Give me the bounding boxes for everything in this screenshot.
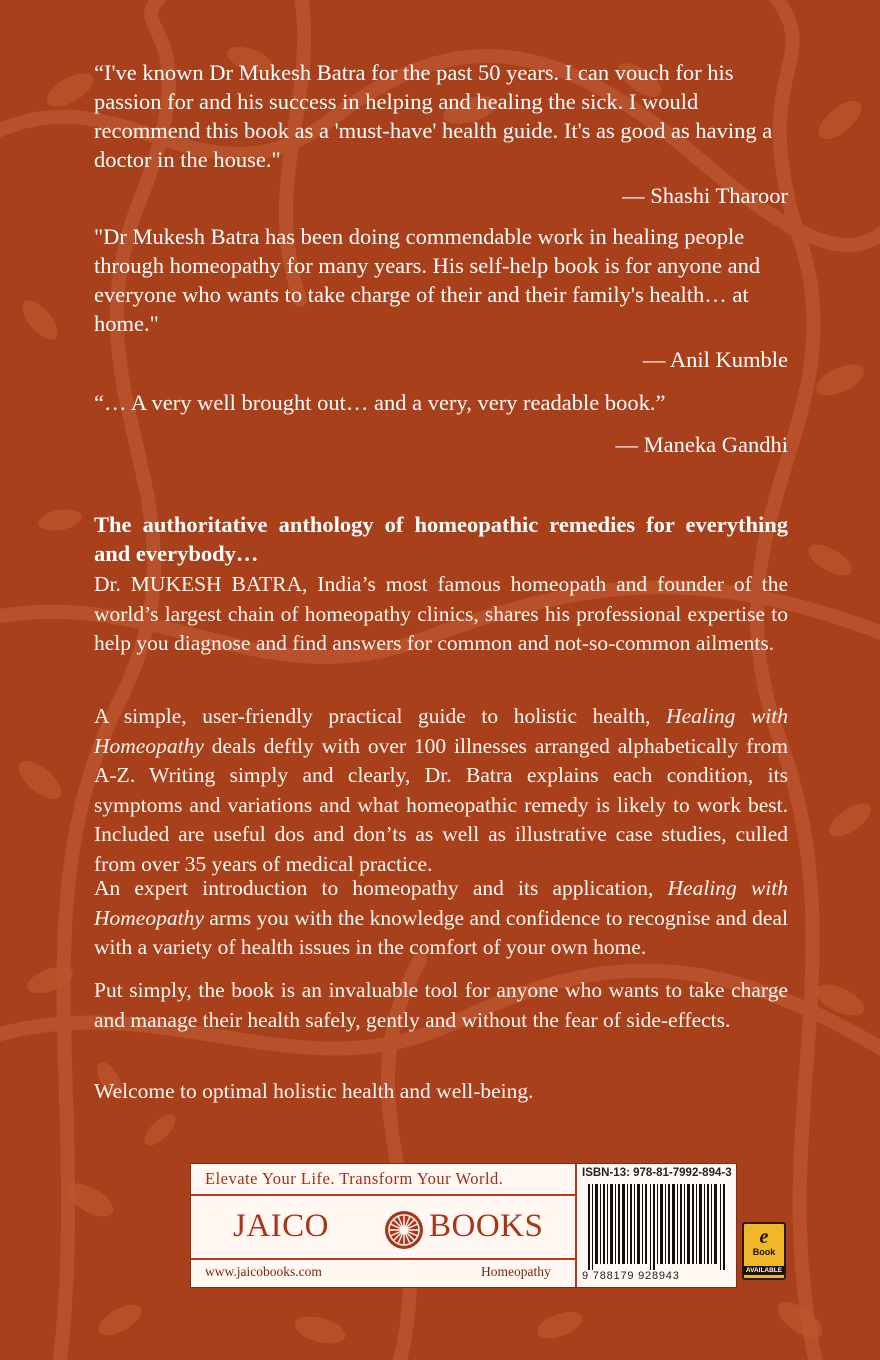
ebook-badge-e: e	[759, 1226, 769, 1248]
publisher-brand-left: JAICO	[233, 1208, 330, 1244]
publisher-website: www.jaicobooks.com	[205, 1264, 322, 1279]
publisher-box	[190, 1163, 737, 1288]
quote-author-kumble: — Anil Kumble	[643, 347, 788, 372]
quote-author-tharoor: — Shashi Tharoor	[622, 183, 788, 208]
ebook-badge	[742, 1222, 786, 1280]
book-title: Healing with Homeopathy	[94, 876, 788, 930]
ebook-badge-book: Book	[752, 1247, 776, 1257]
barcode-number: 9 788179 928943	[582, 1270, 680, 1282]
ebook-badge-available: AVAILABLE	[743, 1266, 785, 1275]
blurb-paragraph-1: Dr. MUKESH BATRA, India’s most famous homeopath and founder of the world’s largest chain of homeopathy clinics, shares his professional expertise to help you diagnose and find answers for common and not-so-common ailments.	[94, 572, 788, 655]
blurb-headline: The authoritative anthology of homeopathic remedies for everything and everybody…	[94, 512, 788, 566]
divider	[191, 1258, 575, 1260]
publisher-brand-right: BOOKS	[429, 1208, 544, 1244]
quote-kumble: "Dr Mukesh Batra has been doing commendable work in healing people through homeopathy for many years. His self-help book is for anyone and everyone who wants to take charge of their and their family's health… at home."	[94, 224, 761, 336]
quote-tharoor: “I've known Dr Mukesh Batra for the past 50 years. I can vouch for his passion for and his success in helping and healing the sick. I would recommend this book as a 'must-have' health guide. It's as good as having a doctor in the house."	[94, 60, 773, 172]
book-title: Healing with Homeopathy	[94, 704, 788, 758]
blurb-paragraph-3: An expert introduction to homeopathy and its application, Healing with Homeopathy arms you with the knowledge and confidence to recognise and deal with a variety of health issues in the comfort of your own home.	[94, 876, 788, 959]
wheel-icon	[383, 1209, 425, 1251]
quote-gandhi: “… A very well brought out… and a very, very readable book.”	[94, 390, 666, 415]
blurb-paragraph-2: A simple, user-friendly practical guide to holistic health, Healing with Homeopathy deals deftly with over 100 illnesses arranged alphabetically from A-Z. Writing simply and clearly, Dr. Batra explains each condition, its symptoms and variations and what homeopathic remedy is likely to work best. Included are useful dos and don’ts as well as illustrative case studies, culled from over 35 years of medical practice.	[94, 704, 788, 876]
blurb-paragraph-4: Put simply, the book is an invaluable tool for anyone who wants to take charge and manage their health safely, gently and without the fear of side-effects.	[94, 978, 788, 1032]
publisher-tagline: Elevate Your Life. Transform Your World.	[205, 1169, 504, 1188]
isbn-label: ISBN-13: 978-81-7992-894-3	[582, 1167, 732, 1179]
blurb-paragraph-5: Welcome to optimal holistic health and well-being.	[94, 1079, 534, 1103]
barcode-icon	[586, 1184, 728, 1270]
divider	[191, 1194, 575, 1196]
publisher-panel	[191, 1164, 577, 1287]
book-category: Homeopathy	[481, 1264, 551, 1279]
quote-author-gandhi: — Maneka Gandhi	[615, 432, 788, 457]
